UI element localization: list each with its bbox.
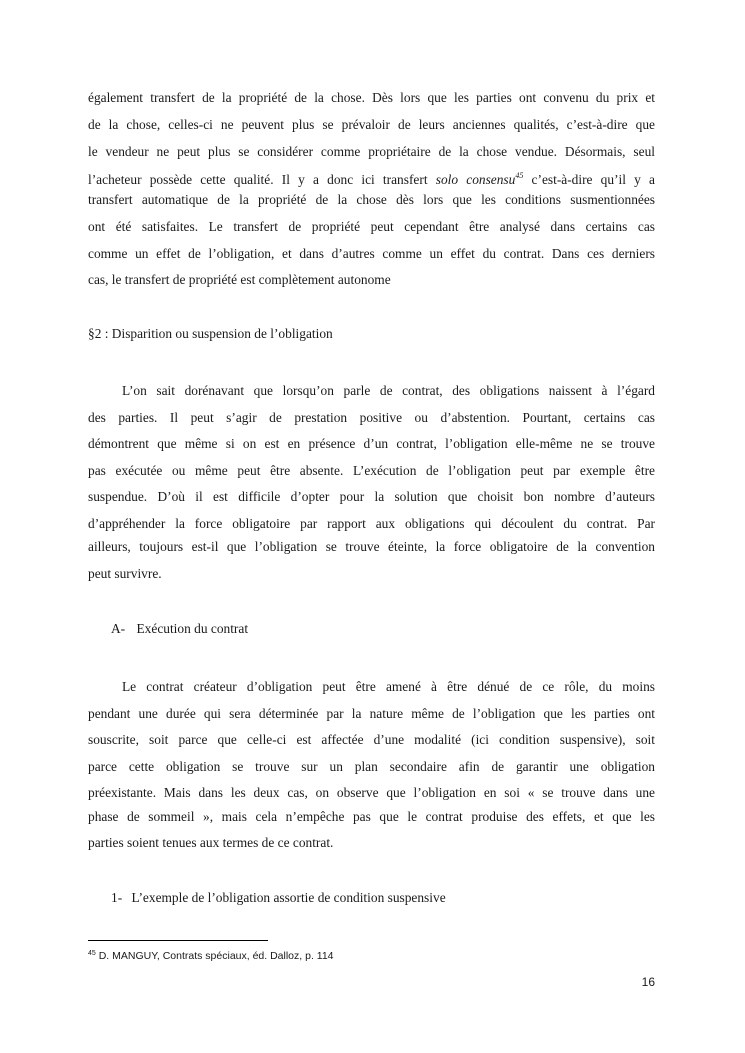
text-line: ont été satisfaites. Le transfert de propriété peut cependant être analysé dans certains cas [88, 219, 655, 234]
text-line: pendant une durée qui sera déterminée par la nature même de l’obligation que les parties ont [88, 706, 655, 721]
text-line: L’on sait dorénavant que lorsqu’on parle de contrat, des obligations naissent à l’égard [122, 383, 655, 398]
text-line: souscrite, soit parce que celle-ci est affectée d’une modalité (ici condition suspensive), soit [88, 732, 655, 747]
footnote-separator [88, 940, 268, 941]
subsection-marker: A- [111, 621, 126, 636]
text-segment: c’est-à-dire qu’il y a [523, 172, 655, 187]
subsection-title: L’exemple de l’obligation assortie de condition suspensive [131, 890, 446, 905]
footnote [88, 947, 334, 963]
subsection-heading-1 [111, 890, 446, 906]
text-line: cas, le transfert de propriété est complètement autonome [88, 272, 391, 287]
text-line: d’appréhender la force obligatoire par rapport aux obligations qui découlent du contrat. Par [88, 516, 655, 531]
subsection-heading-a [111, 621, 248, 637]
text-line: parce cette obligation se trouve sur un plan secondaire afin de garantir une obligation [88, 759, 655, 774]
subsection-marker: 1- [111, 890, 123, 905]
text-line: le vendeur ne peut plus se considérer comme propriétaire de la chose vendue. Désormais, seul [88, 144, 655, 159]
text-line: parties soient tenues aux termes de ce contrat. [88, 835, 334, 850]
text-line: préexistante. Mais dans les deux cas, on observe que l’obligation en soi « se trouve dans une [88, 785, 655, 800]
text-line: des parties. Il peut s’agir de prestation positive ou d’abstention. Pourtant, certains cas [88, 410, 655, 425]
section-heading: §2 : Disparition ou suspension de l’obligation [88, 326, 333, 341]
text-line: phase de sommeil », mais cela n’empêche pas que le contrat produise des effets, et que les [88, 809, 655, 824]
text-line: ailleurs, toujours est-il que l’obligation se trouve éteinte, la force obligatoire de la convention [88, 539, 655, 554]
footnote-text: D. MANGUY, Contrats spéciaux, éd. Dalloz, p. 114 [98, 950, 334, 962]
footnote-number: 45 [88, 950, 96, 957]
text-line: comme un effet de l’obligation, et dans d’autres comme un effet du contrat. Dans ces derniers [88, 246, 655, 261]
text-line: Le contrat créateur d’obligation peut être amené à être dénué de ce rôle, du moins [122, 679, 655, 694]
footnote-reference[interactable]: 45 [515, 171, 524, 180]
text-line-with-footnote [88, 168, 655, 188]
text-line: démontrent que même si on est en présence d’un contrat, l’obligation elle-même ne se trouve [88, 436, 655, 451]
text-segment: l’acheteur possède cette qualité. Il y a donc ici transfert [88, 172, 436, 187]
text-line: également transfert de la propriété de la chose. Dès lors que les parties ont convenu du prix et [88, 90, 655, 105]
latin-phrase: solo consensu [435, 172, 516, 187]
text-line: transfert automatique de la propriété de la chose dès lors que les conditions susmentionnées [88, 192, 655, 207]
text-line: pas exécutée ou même peut être absente. L’exécution de l’obligation peut par exemple être [88, 463, 655, 478]
page-number: 16 [641, 975, 655, 989]
text-line: de la chose, celles-ci ne peuvent plus se prévaloir de leurs anciennes qualités, c’est-à-dire que [88, 117, 655, 132]
text-line: suspendue. D’où il est difficile d’opter pour la solution que choisit bon nombre d’auteurs [88, 489, 655, 504]
subsection-title: Exécution du contrat [136, 621, 249, 636]
text-line: peut survivre. [88, 566, 162, 581]
